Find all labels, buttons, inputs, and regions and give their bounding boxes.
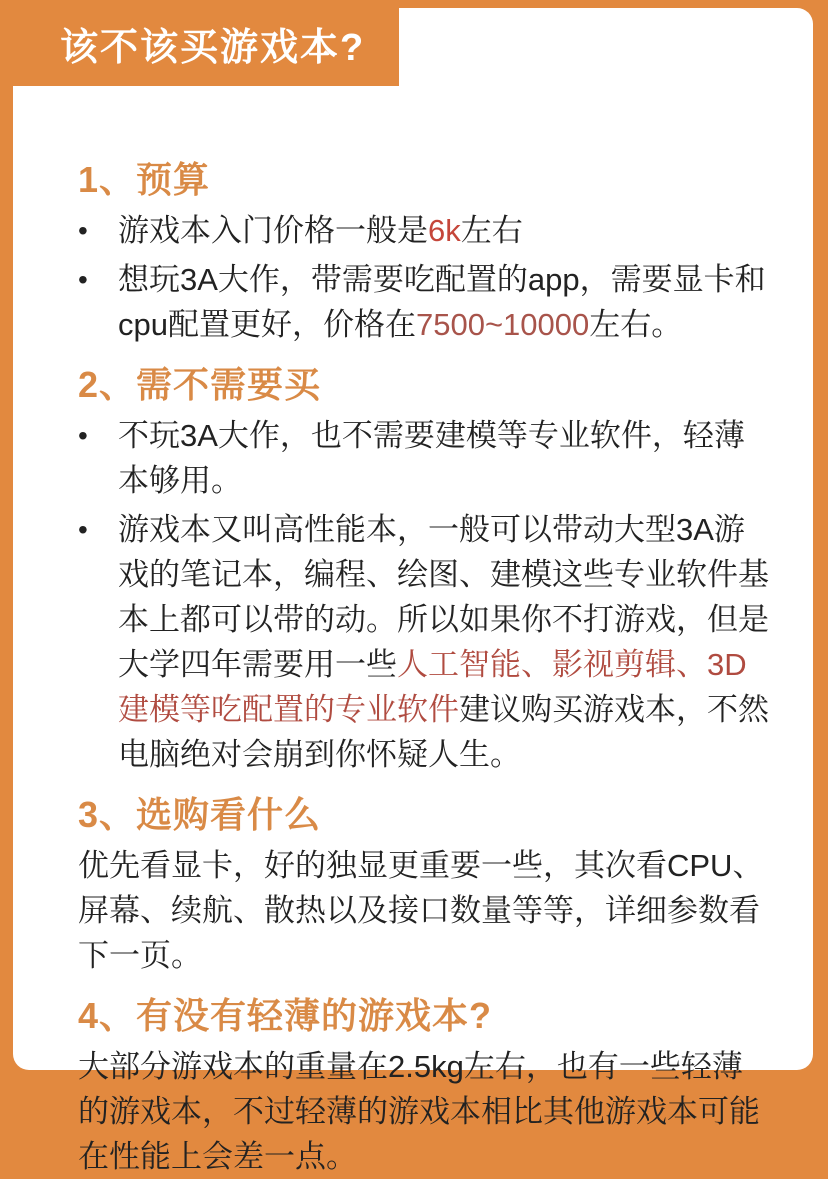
text-segment: 游戏本入门价格一般是 [118, 213, 428, 248]
highlight-pro-software: 人工智能、影视剪辑、3D建模等吃配置的专业软件 [118, 647, 747, 727]
bullet-item [78, 413, 771, 503]
section-thin-gaming-laptop [78, 994, 771, 1179]
text-segment: 左右。 [589, 307, 683, 342]
section-heading-need-to-buy: 2、需不需要买 [78, 364, 322, 405]
section-heading-thin-gaming-laptop: 4、有没有轻薄的游戏本? [78, 995, 493, 1036]
bullet-dot-icon: • [78, 420, 88, 451]
text-segment: 不玩3A大作，也不需要建模等专业软件，轻薄本够用。 [118, 418, 745, 498]
section-heading-what-to-look-for: 3、选购看什么 [78, 794, 322, 835]
text-segment: 左右 [460, 213, 523, 248]
section-need-to-buy [78, 363, 771, 777]
text-segment: 游戏本又叫高性能本，一般可以带动大型3A游戏的笔记本，编程、绘图、建模这些专业软件基本上都可以带的动。所以如果你不打游戏，但是大学四年需要用一些 [118, 512, 769, 682]
bullet-dot-icon: • [78, 514, 88, 545]
page-title: 该不该买游戏本? [60, 26, 366, 69]
section-budget [78, 158, 771, 347]
bullet-text [118, 413, 771, 503]
bullet-list [78, 413, 771, 777]
bullet-dot-icon: • [78, 215, 88, 246]
content-area [13, 8, 813, 1174]
bullet-item [78, 257, 771, 347]
bullet-text [118, 257, 771, 347]
bullet-text [118, 507, 771, 777]
text-segment: 想玩3A大作，带需要吃配置的app，需要显卡和cpu配置更好，价格在 [118, 262, 766, 342]
highlight-entry-price: 6k [428, 213, 461, 248]
bullet-list [78, 208, 771, 347]
paragraph: 优先看显卡，好的独显更重要一些，其次看CPU、屏幕、续航、散热以及接口数量等等，详细参数看下一页。 [78, 848, 764, 973]
bullet-item [78, 208, 771, 253]
section-heading-budget: 1、预算 [78, 159, 211, 200]
paragraph: 大部分游戏本的重量在2.5kg左右，也有一些轻薄的游戏本，不过轻薄的游戏本相比其他游戏本可能在性能上会差一点。 [78, 1049, 760, 1174]
highlight-price-range: 7500~10000 [415, 307, 590, 342]
bullet-text [118, 208, 771, 253]
bullet-dot-icon: • [78, 264, 88, 295]
section-what-to-look-for [78, 793, 771, 978]
text-segment: 建议购买游戏本，不然电脑绝对会崩到你怀疑人生。 [118, 692, 769, 772]
bullet-item [78, 507, 771, 777]
